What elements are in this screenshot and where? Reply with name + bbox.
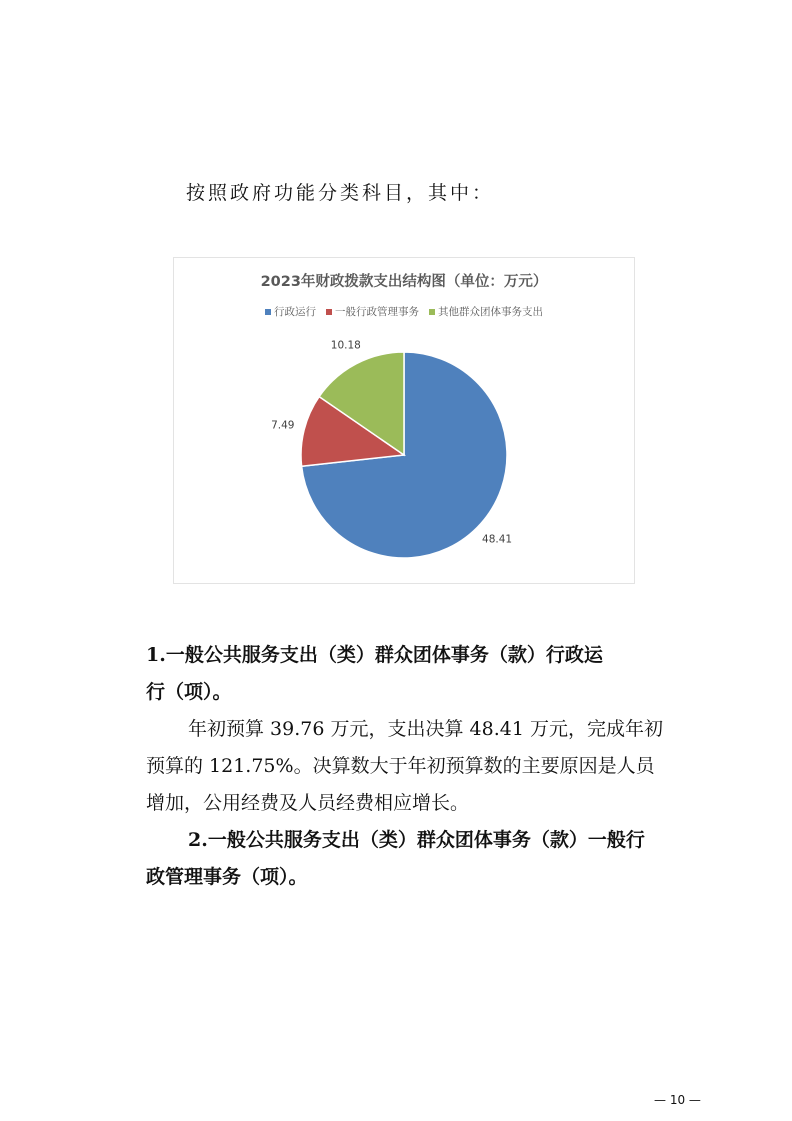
heading-line: 2.一般公共服务支出（类）群众团体事务（款）一般行 <box>188 829 645 851</box>
pie-chart <box>173 257 635 584</box>
section1-heading <box>146 637 694 711</box>
section2-heading <box>146 822 694 896</box>
body-line: 预算的 121.75%。决算数大于年初预算数的主要原因是人员 <box>146 755 655 777</box>
chart-title: 2023年财政拨款支出结构图（单位：万元） <box>260 274 548 290</box>
data-label: 10.18 <box>330 339 361 352</box>
heading-line: 行（项）。 <box>146 681 232 703</box>
heading-line: 政管理事务（项）。 <box>146 866 308 888</box>
body-line: 增加，公用经费及人员经费相应增长。 <box>146 792 470 814</box>
legend-label: 一般行政管理事务 <box>335 306 419 318</box>
pie-plot <box>174 258 634 583</box>
legend-label: 行政运行 <box>274 306 316 318</box>
legend-label: 其他群众团体事务支出 <box>438 306 543 318</box>
page-number: — 10 — <box>654 1093 701 1107</box>
section1-body <box>146 711 694 822</box>
body-line: 年初预算 39.76 万元，支出决算 48.41 万元，完成年初 <box>188 718 663 740</box>
data-label: 7.49 <box>271 419 295 432</box>
data-label: 48.41 <box>482 533 513 546</box>
intro-text: 按照政府功能分类科目，其中： <box>186 182 495 204</box>
heading-line: 1.一般公共服务支出（类）群众团体事务（款）行政运 <box>146 644 603 666</box>
